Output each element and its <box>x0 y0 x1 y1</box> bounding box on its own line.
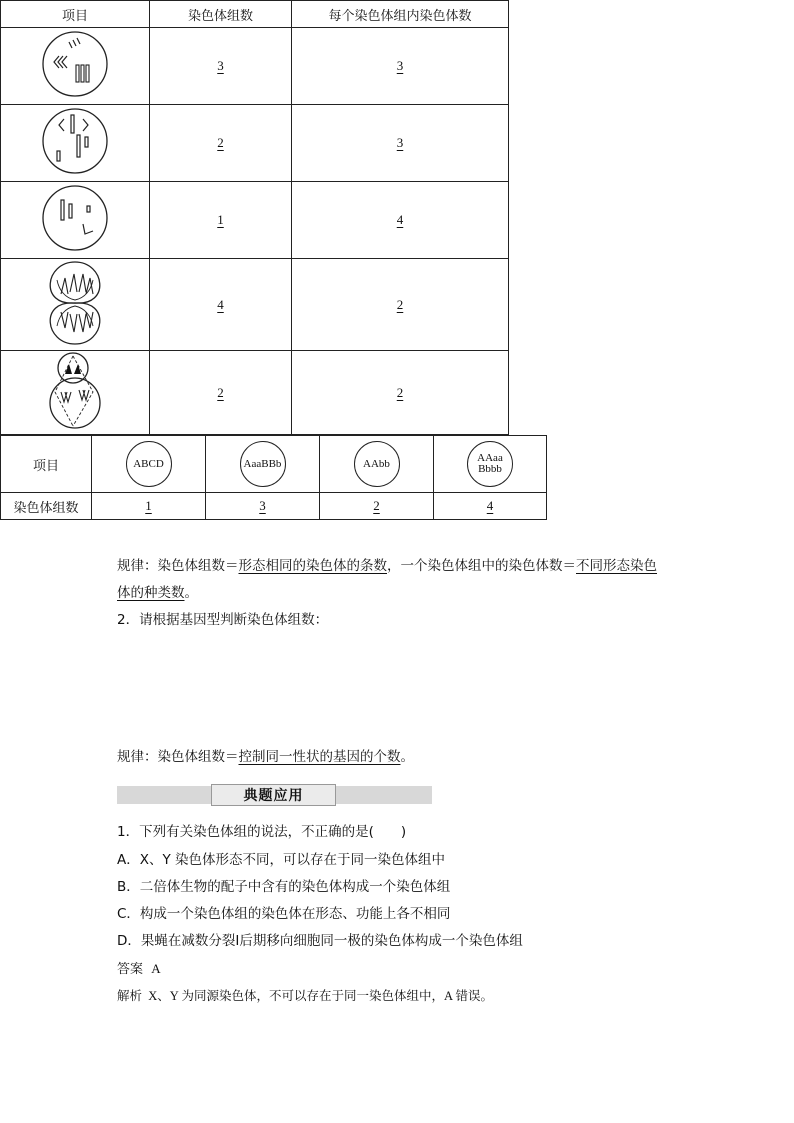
option-b: B．二倍体生物的配子中含有的染色体构成一个染色体组 <box>117 879 451 895</box>
rule-2-answer: 控制同一性状的基因的个数 <box>238 749 401 765</box>
header-groups: 染色体组数 <box>150 1 292 28</box>
per-group-2: 3 <box>396 135 404 150</box>
genotype-circle-4: AAaa Bbbb <box>467 441 513 487</box>
groups-3: 1 <box>217 212 224 227</box>
table-row <box>1 105 509 182</box>
cell-diagram-1 <box>39 28 111 100</box>
rule-2-prefix: 规律：染色体组数＝ <box>117 749 239 765</box>
label-count: 染色体组数 <box>1 493 92 520</box>
count-2: 3 <box>259 498 266 513</box>
count-3: 2 <box>373 498 380 513</box>
table-row <box>1 436 547 493</box>
cell-figure-3 <box>1 182 150 259</box>
option-d: D．果蝇在减数分裂Ⅰ后期移向细胞同一极的染色体构成一个染色体组 <box>117 933 523 949</box>
option-c: C．构成一个染色体组的染色体在形态、功能上各不相同 <box>117 906 451 922</box>
analysis-label: 解析 <box>117 989 143 1003</box>
label-item: 项目 <box>1 436 92 493</box>
cell-figure-5 <box>1 351 150 435</box>
groups-2: 2 <box>217 135 224 150</box>
groups-4: 4 <box>217 296 224 312</box>
genotype-cell-4 <box>434 436 547 493</box>
q2-title: 2．请根据基因型判断染色体组数： <box>117 612 329 628</box>
cell-diagram-2 <box>39 105 111 177</box>
rule-2 <box>117 747 414 767</box>
table-row <box>1 28 509 105</box>
rule-2-end: 。 <box>400 749 414 765</box>
option-a: A．X、Y 染色体形态不同，可以存在于同一染色体组中 <box>117 852 446 868</box>
rule-1-answer-2b: 体的种类数 <box>117 585 185 601</box>
cell-figure-4 <box>1 259 150 351</box>
section-title: 典题应用 <box>211 784 336 806</box>
genotype-cell-2 <box>206 436 320 493</box>
chromosome-table <box>0 0 509 435</box>
genotype-cell-3 <box>320 436 434 493</box>
cell-diagram-4 <box>39 260 111 346</box>
cell-figure-1 <box>1 28 150 105</box>
rule-1-answer-2a: 不同形态染色 <box>576 558 657 574</box>
per-group-4: 2 <box>396 296 404 312</box>
question-stem: 1．下列有关染色体组的说法，不正确的是( ) <box>117 824 407 840</box>
genotype-table <box>0 435 547 520</box>
table-row <box>1 259 509 351</box>
rule-1-prefix: 规律：染色体组数＝ <box>117 558 239 574</box>
cell-diagram-5 <box>39 352 111 430</box>
rule-1-mid: ，一个染色体组中的染色体数＝ <box>387 558 576 574</box>
table-row <box>1 351 509 435</box>
cell-figure-2 <box>1 105 150 182</box>
genotype-circle-2: AaaBBb <box>240 441 286 487</box>
count-1: 1 <box>145 498 152 513</box>
rule-1-line-1 <box>117 556 657 576</box>
table-row <box>1 182 509 259</box>
rule-1-answer-1: 形态相同的染色体的条数 <box>238 558 387 574</box>
answer-label: 答案 <box>117 962 144 977</box>
per-group-1: 3 <box>396 58 404 73</box>
genotype-circle-3: AAbb <box>354 441 400 487</box>
answer-line <box>117 959 161 980</box>
table-row <box>1 493 547 520</box>
header-item: 项目 <box>1 1 150 28</box>
header-per-group: 每个染色体组内染色体数 <box>292 1 509 28</box>
genotype-cell-1 <box>92 436 206 493</box>
cell-diagram-3 <box>39 182 111 254</box>
per-group-3: 4 <box>396 212 404 227</box>
analysis-text: X、Y 为同源染色体，不可以存在于同一染色体组中，A 错误。 <box>148 989 493 1003</box>
genotype-circle-1: ABCD <box>126 441 172 487</box>
groups-1: 3 <box>217 58 224 73</box>
rule-1-line-2 <box>117 583 198 603</box>
analysis-line <box>117 986 493 1006</box>
count-4: 4 <box>486 498 494 513</box>
answer-value: A <box>151 961 161 976</box>
groups-5: 2 <box>217 384 224 400</box>
rule-1-end: 。 <box>184 585 198 601</box>
per-group-5: 2 <box>396 384 404 400</box>
